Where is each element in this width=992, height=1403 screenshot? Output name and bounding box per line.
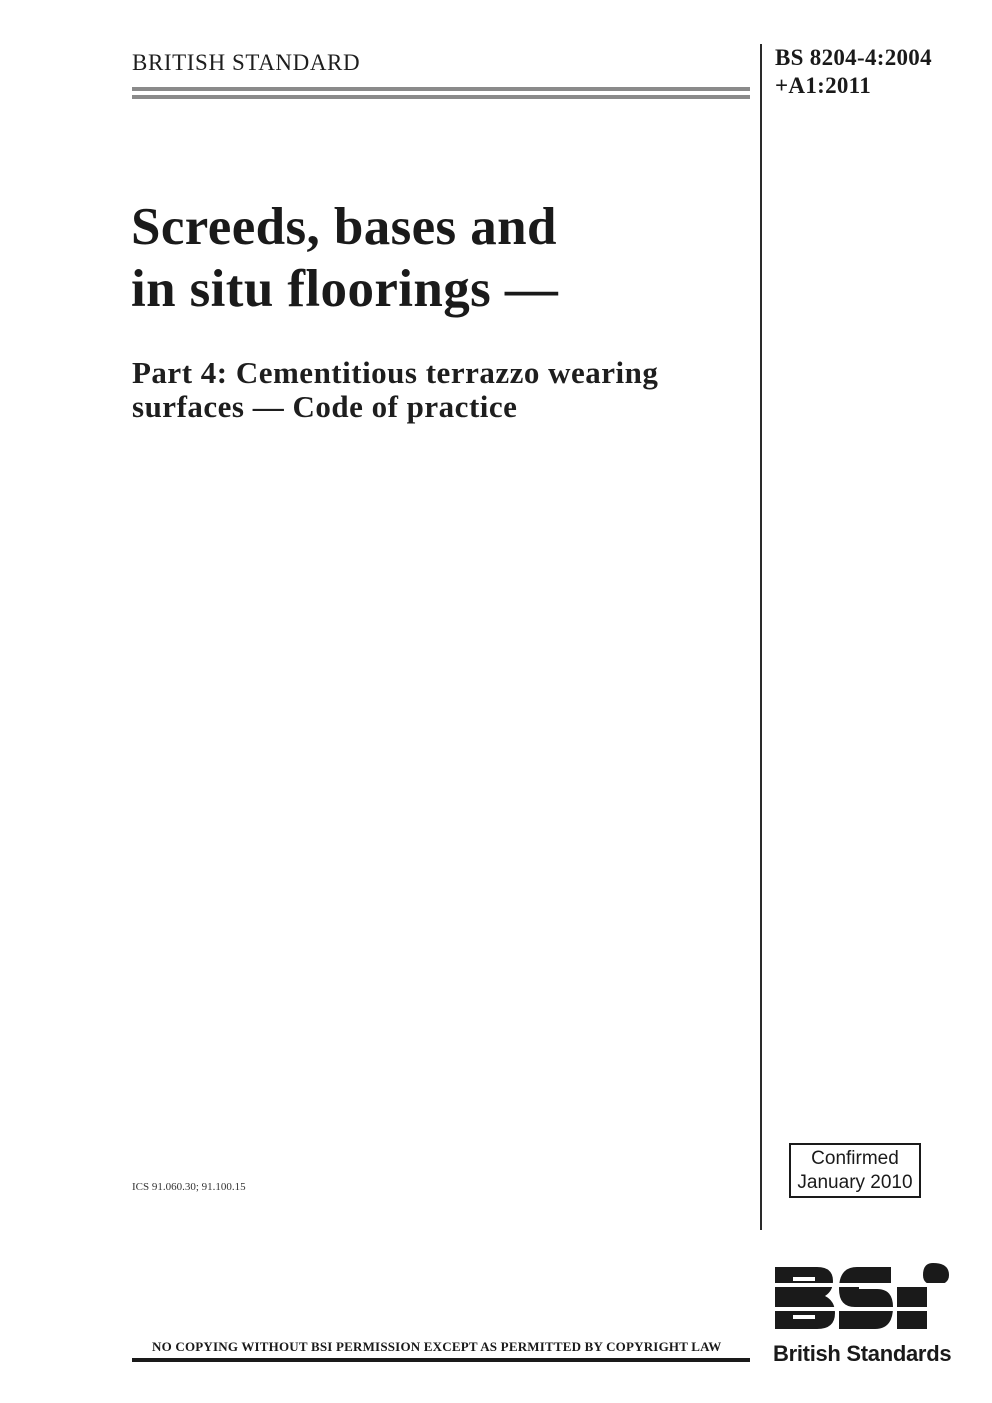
title-line-1: Screeds, bases and	[131, 198, 557, 256]
series-label: BRITISH STANDARD	[132, 50, 361, 75]
header-rule-top	[132, 87, 750, 91]
amendment-line: +A1:2011	[775, 73, 872, 98]
bsi-logo-icon	[773, 1263, 953, 1333]
title-line-2: in situ floorings —	[131, 260, 559, 318]
copyright-notice: NO COPYING WITHOUT BSI PERMISSION EXCEPT AS PERMITTED BY COPYRIGHT LAW	[152, 1339, 722, 1354]
bsi-wordmark: British Standards	[773, 1341, 952, 1366]
standard-number	[775, 44, 932, 100]
vertical-divider	[760, 44, 762, 1230]
page-subtitle	[132, 356, 658, 424]
subtitle-line-1: Part 4: Cementitious terrazzo wearing	[132, 355, 659, 390]
confirmed-stamp	[789, 1143, 921, 1198]
subtitle-line-2: surfaces — Code of practice	[132, 389, 518, 424]
bsi-logo	[773, 1263, 953, 1373]
header-rule-bottom	[132, 95, 750, 99]
standard-number-line: BS 8204-4:2004	[775, 45, 932, 70]
confirmed-label: Confirmed	[811, 1148, 899, 1169]
confirmed-date: January 2010	[797, 1172, 913, 1193]
page-title	[131, 196, 558, 320]
ics-code: ICS 91.060.30; 91.100.15	[132, 1181, 246, 1193]
footer-rule	[132, 1358, 750, 1362]
